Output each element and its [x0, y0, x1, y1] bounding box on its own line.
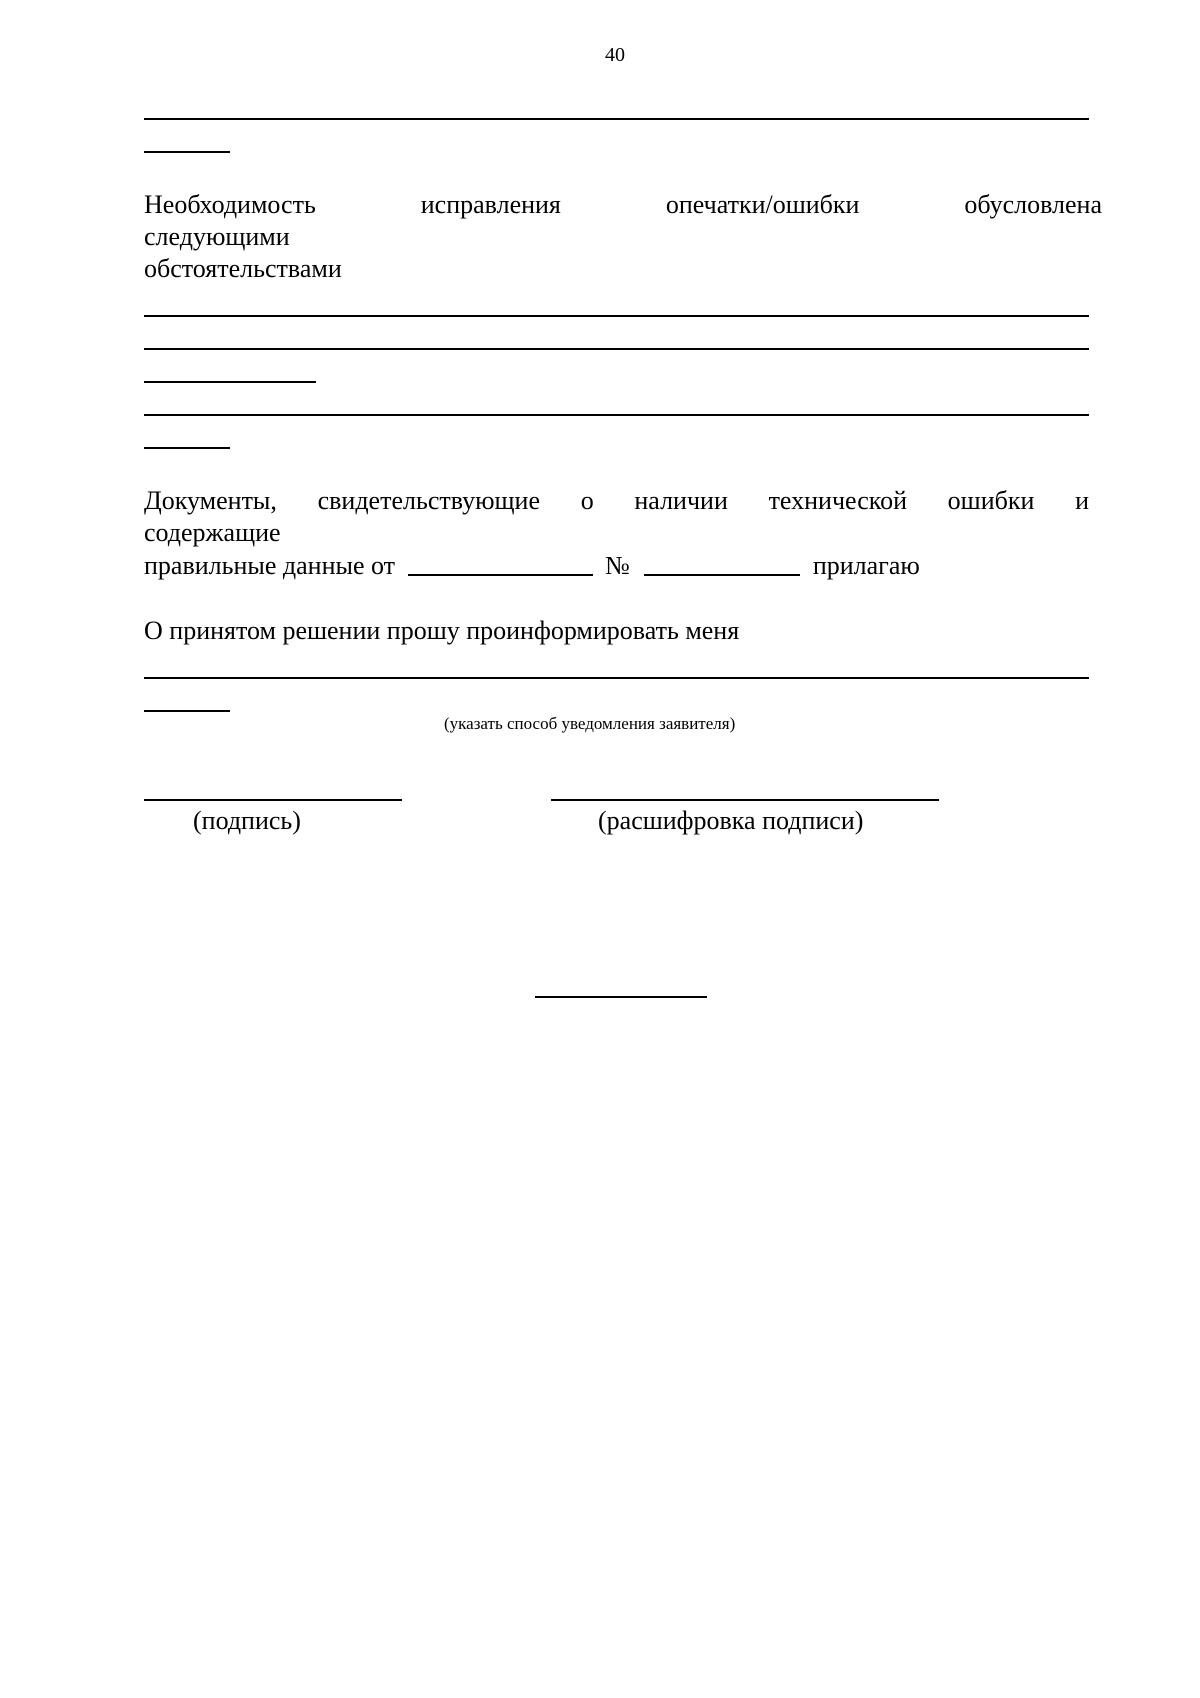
notification-hint: (указать способ уведомления заявителя): [444, 714, 736, 733]
number-blank: [644, 550, 800, 576]
blank-line: [144, 315, 1089, 317]
necessity-line-1: [144, 189, 1102, 221]
documents-line-1: [144, 485, 1089, 517]
signature-label: (подпись): [193, 806, 301, 835]
date-blank: [408, 550, 593, 576]
page-number: 40: [605, 44, 625, 66]
necessity-word: Необходимость: [144, 190, 316, 219]
documents-word: технической: [768, 486, 907, 515]
documents-word: о: [580, 486, 594, 515]
blank-line: [144, 118, 1089, 120]
documents-word: и: [1075, 486, 1089, 515]
blank-line-short: [144, 151, 230, 153]
documents-line-2: содержащие: [144, 518, 281, 547]
decision-text: О принятом решении прошу проинформировать меня: [144, 616, 740, 645]
documents-data-prefix: правильные данные от: [144, 551, 396, 580]
documents-data-suffix: прилагаю: [812, 551, 920, 580]
documents-word: наличии: [634, 486, 728, 515]
necessity-word: исправления: [420, 190, 561, 219]
documents-word: свидетельствующие: [317, 486, 541, 515]
necessity-line-2: следующими: [144, 222, 290, 251]
blank-line: [144, 348, 1089, 350]
necessity-line-3: обстоятельствами: [144, 254, 342, 283]
number-sign: №: [605, 551, 630, 580]
blank-line: [144, 677, 1089, 679]
documents-line-3: [144, 550, 920, 582]
necessity-word: обусловлена: [964, 190, 1102, 219]
blank-line-short: [144, 710, 230, 712]
closing-separator: [535, 996, 707, 998]
signature-transcript-line: [551, 799, 939, 801]
blank-line-short: [144, 447, 230, 449]
signature-line: [144, 799, 402, 801]
blank-line-short: [144, 381, 316, 383]
signature-transcript-label: (расшифровка подписи): [598, 806, 864, 835]
blank-line: [144, 414, 1089, 416]
documents-word: Документы,: [144, 486, 277, 515]
necessity-word: опечатки/ошибки: [665, 190, 860, 219]
documents-word: ошибки: [947, 486, 1035, 515]
